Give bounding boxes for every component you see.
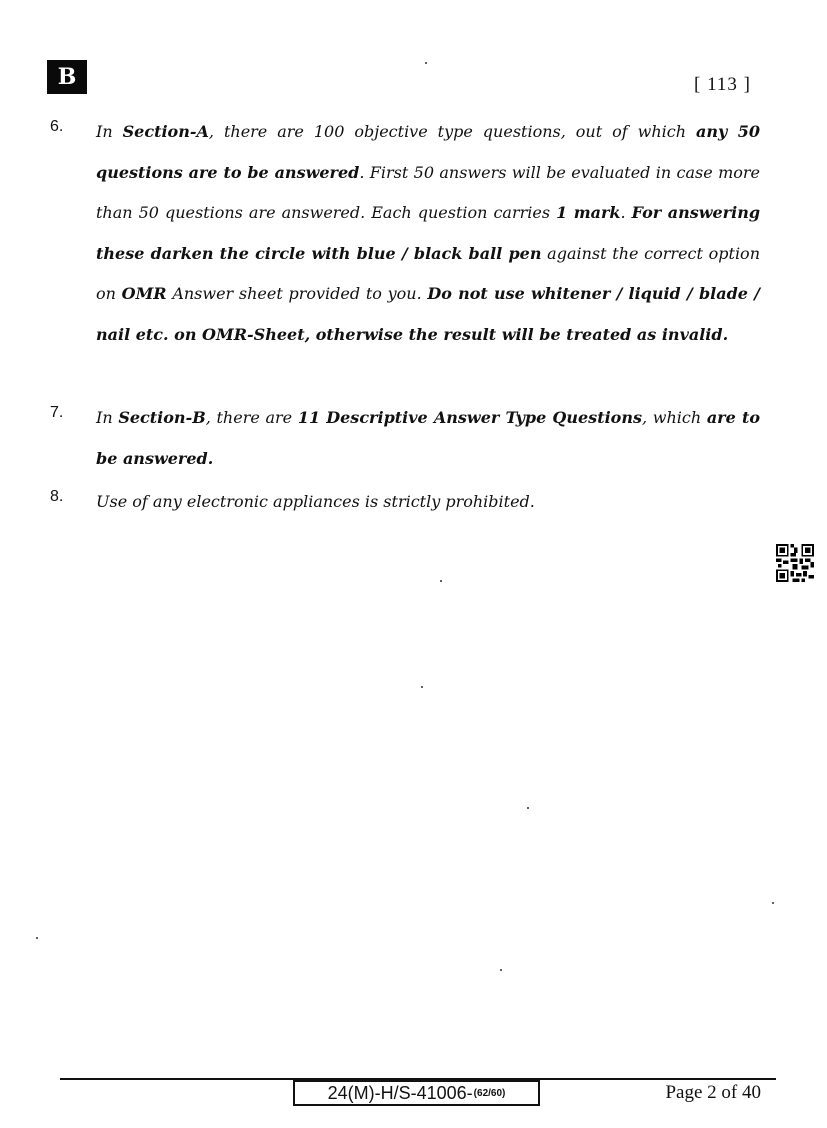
text-run: In [96, 122, 123, 141]
instruction-text [96, 398, 760, 479]
text-run: , which [641, 408, 707, 427]
emphasized-text: For answering these darken the circle with blue / black ball pen [96, 203, 761, 263]
instruction-item [50, 482, 760, 523]
scan-speck [772, 902, 774, 904]
text-run: . First 50 answers will be evaluated in case more than 50 questions are answered. Each question carries [96, 162, 761, 222]
instruction-number: 6. [50, 118, 64, 135]
scan-speck [440, 580, 442, 582]
scan-speck [421, 686, 423, 688]
scan-speck [500, 969, 502, 971]
page-indicator: Page 2 of 40 [665, 1082, 761, 1103]
qr-code-icon [776, 544, 814, 582]
emphasized-text: 1 mark [556, 203, 621, 222]
instruction-text [96, 112, 760, 355]
text-run: , there are [205, 408, 298, 427]
text-run: Answer sheet provided to you. [166, 284, 428, 303]
text-run: In [96, 408, 119, 427]
emphasized-text: 11 Descriptive Answer Type Questions [297, 408, 642, 427]
text-run: Use of any electronic appliances is strictly prohibited. [96, 492, 535, 511]
emphasized-text: OMR [121, 284, 167, 303]
scan-speck [425, 62, 427, 64]
page-code: [ 113 ] [694, 74, 751, 95]
scan-speck [527, 807, 529, 809]
set-label-badge: B [47, 60, 87, 94]
text-run: . [620, 203, 632, 222]
paper-code-suffix: (62/60) [473, 1087, 506, 1099]
instruction-item [50, 112, 760, 355]
instruction-item [50, 398, 760, 479]
paper-code-box [293, 1080, 540, 1106]
text-run: , there are 100 objective type questions, out of which [208, 122, 696, 141]
emphasized-text: Do not use whitener / liquid / blade / nail etc. on OMR-Sheet, otherwise the result will be treated as invalid. [96, 284, 760, 344]
text-run: against the correct option on [96, 243, 760, 303]
emphasized-text: Section-B [118, 408, 206, 427]
instruction-number: 7. [50, 404, 64, 421]
emphasized-text: any 50 questions are to be answered [96, 122, 760, 182]
instruction-number: 8. [50, 488, 64, 505]
scan-speck [36, 937, 38, 939]
emphasized-text: Section-A [122, 122, 209, 141]
paper-code: 24(M)-H/S-41006- [327, 1082, 473, 1103]
instruction-text [96, 482, 760, 523]
emphasized-text: are to be answered. [96, 408, 761, 468]
